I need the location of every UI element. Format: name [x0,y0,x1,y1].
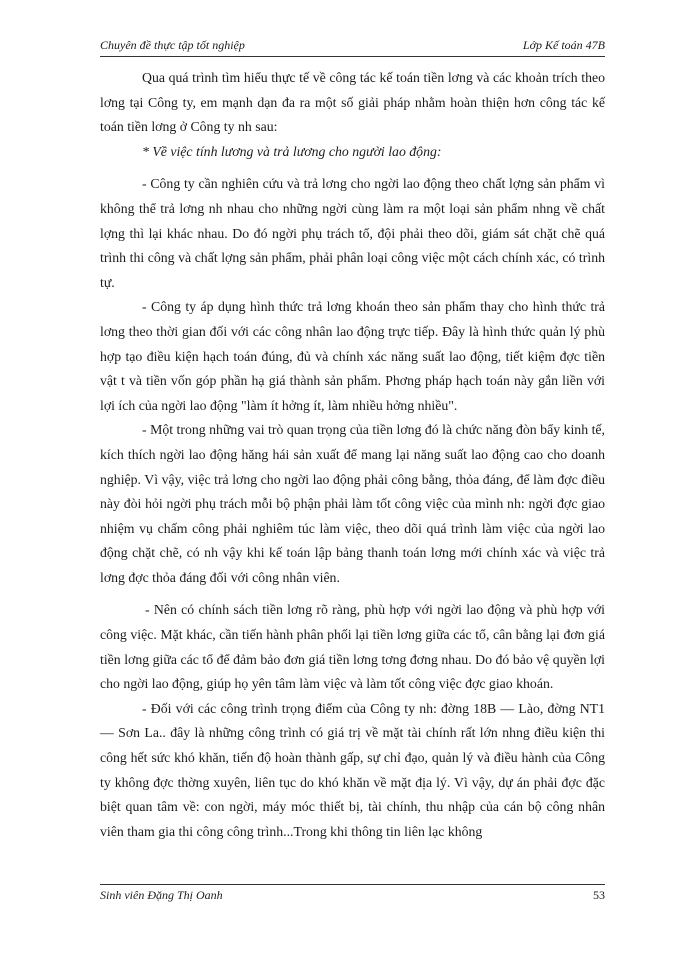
header-course-title: Chuyên đề thực tập tốt nghiệp [100,38,245,52]
paragraph-intro: Qua quá trình tìm hiểu thực tế về công tác kế toán tiền lơng và các khoản trích theo lơng tại Công ty, em mạnh dạn đa ra một số giải pháp nhằm hoàn thiện hơn công tác kế toán tiền lơng ở Công ty nh sau: [100,70,605,135]
paragraph-item: - Công ty áp dụng hình thức trả lơng khoán theo sản phẩm thay cho hình thức trả lơng theo thời gian đối với các công nhân lao động trực tiếp. Đây là hình thức quản lý phù hợp tạo điều kiện hạch toán đúng, đủ và chính xác năng suất lao động, tiết kiệm đợc tiền vật t và tiền vốn góp phần hạ giá thành sản phẩm. Phơng pháp hạch toán này gắn liền với lợi ích của ngời lao động "làm ít hởng ít, làm nhiều hởng nhiều". [100,299,605,413]
page-header [100,38,605,53]
footer-student-name: Sinh viên Đặng Thị Oanh [100,888,223,902]
paragraph-item: - Nên có chính sách tiền lơng rõ ràng, phù hợp với ngời lao động và phù hợp với công việc. Mặt khác, cần tiến hành phân phối lại tiền lơng giữa các tổ, cân bằng lại đơn giá tiền lơng giữa các tổ để đảm bảo đơn giá tiền lơng tơng đơng nhau. Do đó bảo vệ quyền lợi cho ngời lao động, giúp họ yên tâm làm việc và làm tốt công việc đợc giao khoán. [100,602,605,692]
header-divider [100,56,605,57]
paragraph-item: - Công ty cần nghiên cứu và trả lơng cho ngời lao động theo chất lợng sản phẩm vì không thể trả lơng nh nhau cho những ngời cùng làm ra một loại sản phẩm nhng về chất lợng thì lại khác nhau. Do đó ngời phụ trách tổ, đội phải theo dõi, giám sát chặt chẽ quá trình thi công và chất lợng sản phẩm, phải phân loại công việc một cách chính xác, có trình tự. [100,176,605,290]
page-number: 53 [593,888,605,902]
section-heading: * Về việc tính lương và trả lương cho người lao động: [142,143,442,159]
page-footer [100,888,605,903]
paragraph-item: - Một trong những vai trò quan trọng của tiền lơng đó là chức năng đòn bẩy kinh tế, kích thích ngời lao động hăng hái sản xuất để mang lại năng suất lao động cao cho doanh nghiệp. Vì vậy, việc trả lơng cho ngời lao động phải công bằng, thỏa đáng, để làm đợc điều này đòi hỏi ngời phụ trách mỗi bộ phận phải làm tốt công việc của mình nh: ngời đợc giao nhiệm vụ chấm công phải nghiêm túc làm việc, theo dõi quá trình làm việc của ngời lao động chặt chẽ, có nh vậy khi kế toán lập bảng thanh toán lơng mới chính xác và việc trả lơng đợc thỏa đáng đối với công nhân viên. [100,422,605,585]
document-body [100,66,605,844]
paragraph-item: - Đối với các công trình trọng điểm của Công ty nh: đờng 18B — Lào, đờng NT1 — Sơn La.. đây là những công trình có giá trị về mặt tài chính rất lớn nhng điều kiện thi công hết sức khó khăn, tiến độ hoàn thành gấp, sự chỉ đạo, quản lý và điều hành của Công ty không đợc thờng xuyên, liên tục do khó khăn về mặt địa lý. Vì vậy, dự án phải đợc đặc biệt quan tâm về: con ngời, máy móc thiết bị, tài chính, thu nhập của cán bộ công nhân viên tham gia thi công công trình...Trong khi thông tin liên lạc không [100,700,605,839]
footer-divider [100,884,605,885]
header-class-name: Lớp Kế toán 47B [522,38,605,52]
